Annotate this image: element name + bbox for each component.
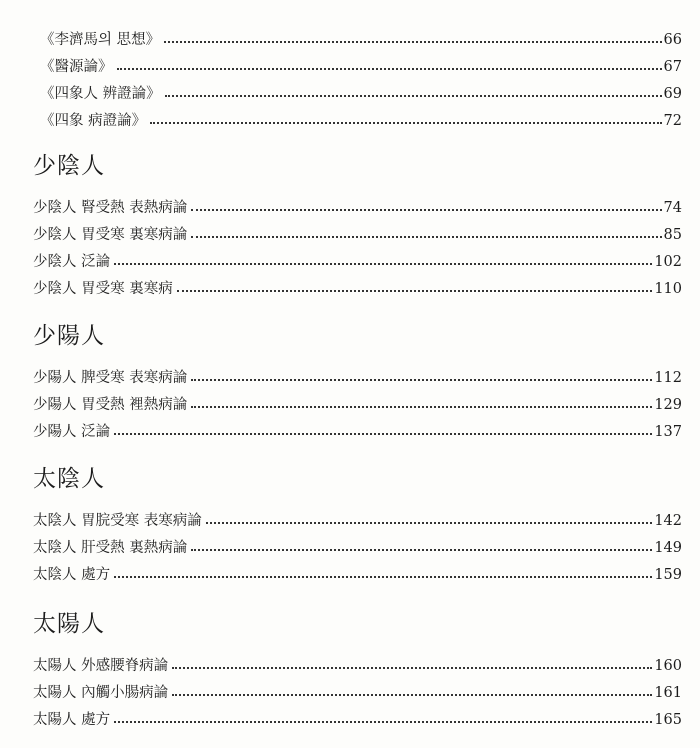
toc-entry-page: 159 (654, 566, 682, 583)
dot-leader (165, 95, 662, 97)
toc-entry-title: 少陰人 泛論 (33, 253, 111, 270)
section-heading: 太陰人 (33, 466, 105, 492)
toc-entry (33, 501, 682, 528)
dot-leader (191, 406, 652, 408)
toc-entry-title: 太陰人 肝受熱 裏熱病論 (33, 539, 188, 556)
toc-entry-title: 少陰人 腎受熱 表熱病論 (33, 199, 188, 216)
toc-entry (33, 673, 682, 700)
toc-entry (33, 269, 682, 296)
toc-entry-page: 66 (663, 31, 682, 48)
toc-entry (33, 188, 682, 215)
dot-leader (191, 379, 652, 381)
toc-entry-title: 《李濟馬의 思想》 (40, 31, 161, 48)
section-heading: 少陽人 (33, 323, 105, 349)
toc-entry (33, 646, 682, 673)
toc-entry (33, 528, 682, 555)
toc-entry-title: 《四象人 辨證論》 (40, 85, 161, 102)
toc-entry-title: 少陰人 胃受寒 裏寒病 (33, 280, 173, 297)
toc-entry-page: 67 (663, 58, 682, 75)
toc-entry-page: 129 (654, 396, 682, 413)
intro-entry-list (40, 20, 682, 128)
section-taeeumin (33, 468, 682, 582)
dot-leader (172, 667, 652, 669)
toc-entry-page: 142 (654, 512, 682, 529)
toc-entry (40, 74, 682, 101)
toc-entry-title: 少陽人 胃受熱 裡熱病論 (33, 396, 188, 413)
dot-leader (114, 263, 652, 265)
dot-leader (172, 694, 652, 696)
section-heading: 少陰人 (33, 153, 105, 179)
dot-leader (191, 549, 652, 551)
dot-leader (177, 290, 653, 292)
toc-entry (33, 412, 682, 439)
toc-entry-title: 少陰人 胃受寒 裏寒病論 (33, 226, 188, 243)
toc-entry-title: 太陰人 胃脘受寒 表寒病論 (33, 512, 202, 529)
toc-entry-title: 《醫源論》 (40, 58, 113, 75)
toc-entry-page: 160 (654, 657, 682, 674)
toc-entry (33, 358, 682, 385)
toc-entry-title: 太陽人 內觸小腸病論 (33, 684, 169, 701)
toc-entry (33, 700, 682, 727)
dot-leader (117, 68, 662, 70)
toc-entry-page: 137 (654, 423, 682, 440)
dot-leader (114, 433, 652, 435)
toc-entry-page: 85 (663, 226, 682, 243)
toc-entry-title: 太陽人 外感腰脊病論 (33, 657, 169, 674)
toc-entry-title: 太陰人 處方 (33, 566, 111, 583)
section-soeumin (33, 155, 682, 296)
section-taeyangin (33, 613, 682, 727)
toc-entry-page: 165 (654, 711, 682, 728)
dot-leader (191, 209, 661, 211)
toc-entry-page: 102 (654, 253, 682, 270)
toc-entry-page: 110 (654, 280, 682, 297)
toc-entry-page: 72 (663, 112, 682, 129)
toc-entry (40, 101, 682, 128)
toc-entry (40, 47, 682, 74)
toc-entry-page: 69 (663, 85, 682, 102)
dot-leader (191, 236, 661, 238)
toc-entry (33, 215, 682, 242)
dot-leader (150, 122, 661, 124)
toc-entry-page: 74 (663, 199, 682, 216)
toc-entry-title: 少陽人 脾受寒 表寒病論 (33, 369, 188, 386)
toc-entry-title: 少陽人 泛論 (33, 423, 111, 440)
section-soyangin (33, 325, 682, 439)
toc-entry (33, 555, 682, 582)
dot-leader (206, 522, 653, 524)
section-heading: 太陽人 (33, 611, 105, 637)
toc-entry (40, 20, 682, 47)
dot-leader (114, 721, 652, 723)
toc-entry-title: 《四象 病證論》 (40, 112, 147, 129)
toc-entry-page: 161 (654, 684, 682, 701)
toc-entry-title: 太陽人 處方 (33, 711, 111, 728)
dot-leader (164, 41, 661, 43)
toc-entry (33, 385, 682, 412)
toc-entry (33, 242, 682, 269)
toc-entry-page: 149 (654, 539, 682, 556)
toc-entry-page: 112 (654, 369, 682, 386)
dot-leader (114, 576, 652, 578)
